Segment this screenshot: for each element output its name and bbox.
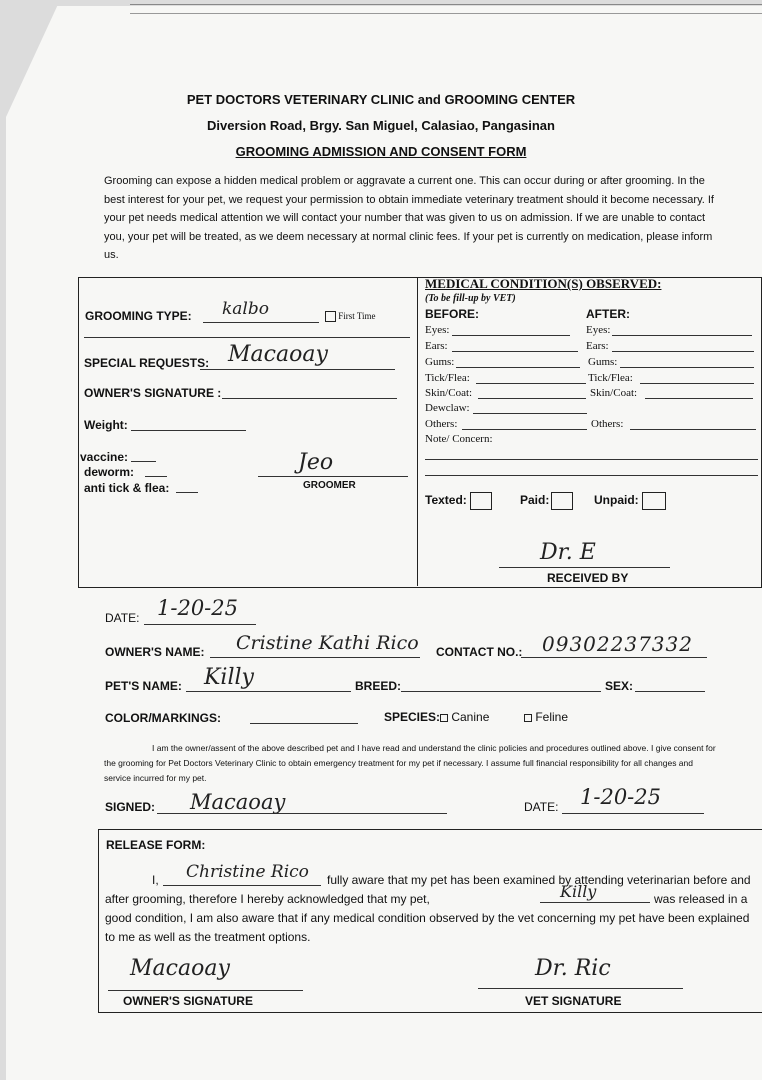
- groomer-label: GROOMER: [303, 480, 356, 491]
- unpaid-checkbox[interactable]: [642, 492, 666, 510]
- after-gums: Gums:: [588, 356, 618, 368]
- owner-name-value[interactable]: Cristine Kathi Rico: [236, 632, 419, 654]
- release-pet-value[interactable]: Killy: [560, 882, 597, 901]
- after-ears: Ears:: [586, 340, 609, 352]
- paid-field[interactable]: [520, 492, 573, 510]
- note-concern: Note/ Concern:: [425, 433, 493, 445]
- species-canine-option[interactable]: [440, 710, 489, 724]
- consent-date-value[interactable]: 1-20-25: [580, 785, 661, 809]
- first-time-label: First Time: [338, 311, 376, 321]
- release-owner-line: [108, 990, 303, 991]
- before-ears-line[interactable]: [452, 351, 578, 352]
- after-others: Others:: [591, 418, 624, 430]
- first-time-checkbox[interactable]: [325, 311, 336, 322]
- antitick-line: [176, 492, 198, 493]
- vaccine-line: [131, 461, 156, 462]
- owner-signature-line: [222, 398, 397, 399]
- date-value[interactable]: 1-20-25: [157, 596, 238, 620]
- color-markings-label: COLOR/MARKINGS:: [105, 711, 221, 725]
- after-others-line[interactable]: [630, 429, 756, 430]
- release-name-value[interactable]: Christine Rico: [186, 862, 309, 882]
- release-owner-label: OWNER'S SIGNATURE: [123, 994, 253, 1008]
- release-i: I,: [152, 873, 159, 887]
- release-vet-label: VET SIGNATURE: [525, 994, 622, 1008]
- after-skincoat-line[interactable]: [645, 398, 753, 399]
- signed-value[interactable]: Macaoay: [190, 790, 286, 814]
- clinic-name: PET DOCTORS VETERINARY CLINIC and GROOMING CENTER: [186, 92, 576, 107]
- contact-value[interactable]: 09302237332: [542, 632, 693, 656]
- canine-label: Canine: [451, 710, 490, 724]
- deworm-line: [145, 476, 167, 477]
- contact-line: [521, 657, 707, 658]
- paid-checkbox[interactable]: [551, 492, 573, 510]
- groomer-line: [258, 476, 408, 477]
- weight-line: [131, 430, 246, 431]
- texted-label: Texted:: [425, 493, 467, 508]
- breed-label: BREED:: [355, 679, 402, 693]
- after-eyes: Eyes:: [586, 324, 611, 336]
- before-tickflea-line[interactable]: [476, 383, 586, 384]
- before-gums: Gums:: [425, 356, 455, 368]
- sex-line[interactable]: [635, 691, 705, 692]
- after-eyes-line[interactable]: [612, 335, 752, 336]
- medical-subtitle: (To be fill-up by VET): [425, 293, 516, 304]
- deworm-label: deworm:: [84, 465, 135, 479]
- antitick-label: anti tick & flea:: [84, 481, 170, 495]
- date-line: [144, 624, 256, 625]
- canine-checkbox[interactable]: [440, 714, 448, 722]
- after-tickflea-line[interactable]: [640, 383, 754, 384]
- release-title: RELEASE FORM:: [106, 838, 206, 852]
- after-label: AFTER:: [586, 307, 630, 321]
- release-vet-line: [478, 988, 683, 989]
- before-ears: Ears:: [425, 340, 448, 352]
- vaccine-label: vaccine:: [80, 450, 129, 464]
- received-by-label: RECEIVED BY: [547, 571, 629, 585]
- note-line-2[interactable]: [425, 475, 758, 476]
- breed-line[interactable]: [401, 691, 601, 692]
- groomer-signature[interactable]: Jeo: [298, 450, 334, 475]
- first-time-option[interactable]: [325, 311, 376, 322]
- grooming-extra-line: [84, 337, 410, 338]
- release-paragraph-1: fully aware that my pet has been examined by attending veterinarian before and after grooming, therefore I hereby acknowledged that my pet,: [105, 873, 751, 906]
- release-paragraph-2: was released in a good condition, I am also aware that if any medical condition observed by the vet concerning my pet have been explained to me as well as the treatment options.: [105, 892, 750, 944]
- grooming-type-value[interactable]: kalbo: [222, 299, 269, 319]
- texted-checkbox[interactable]: [470, 492, 492, 510]
- medical-title: MEDICAL CONDITION(S) OBSERVED:: [425, 276, 662, 291]
- before-eyes-line[interactable]: [452, 335, 570, 336]
- species-label: SPECIES:: [384, 710, 441, 724]
- after-skincoat: Skin/Coat:: [590, 387, 638, 399]
- color-markings-line[interactable]: [250, 723, 358, 724]
- after-tickflea: Tick/Flea:: [588, 372, 633, 384]
- date-label: DATE:: [105, 611, 140, 625]
- note-line-1[interactable]: [425, 459, 758, 460]
- texted-field[interactable]: [425, 492, 492, 510]
- after-ears-line[interactable]: [612, 351, 754, 352]
- feline-checkbox[interactable]: [524, 714, 532, 722]
- species-feline-option[interactable]: [524, 710, 568, 724]
- received-by-line: [499, 567, 670, 568]
- pet-name-line: [186, 691, 351, 692]
- before-tickflea: Tick/Flea:: [425, 372, 470, 384]
- unpaid-field[interactable]: [594, 492, 666, 510]
- pet-name-label: PET'S NAME:: [105, 679, 182, 693]
- grooming-type-line: [203, 322, 319, 323]
- received-by-signature[interactable]: Dr. E: [540, 540, 596, 565]
- before-others: Others:: [425, 418, 458, 430]
- feline-label: Feline: [535, 710, 569, 724]
- before-eyes: Eyes:: [425, 324, 450, 336]
- release-owner-signature[interactable]: Macaoay: [130, 956, 230, 981]
- clinic-address: Diversion Road, Brgy. San Miguel, Calasiao, Pangasinan: [207, 118, 555, 133]
- owner-signature-label: OWNER'S SIGNATURE :: [84, 386, 222, 400]
- grooming-medical-box: [78, 277, 762, 588]
- before-gums-line[interactable]: [456, 367, 580, 368]
- paper-corner: [0, 0, 60, 130]
- before-dewclaw: Dewclaw:: [425, 402, 470, 414]
- column-divider: [417, 277, 418, 586]
- form-title: GROOMING ADMISSION AND CONSENT FORM: [235, 144, 527, 159]
- consent-paragraph: I am the owner/assent of the above described pet and I have read and understand the clinic policies and procedures outlined above. I give consent for the grooming for Pet Doctors Veterinary Clinic to obtain emergency treatment for my pet if necessary. I assume full financial responsibility for all changes and service incurred for my pet.: [104, 743, 716, 783]
- consent-date-line: [562, 813, 704, 814]
- special-requests-line: [200, 369, 395, 370]
- before-others-line[interactable]: [462, 429, 587, 430]
- intro-paragraph: Grooming can expose a hidden medical problem or aggravate a current one. This can occur during or after grooming. In the best interest for your pet, we request your permission to obtain immediate veterinary treatment should it become necessary. If your pet needs medical attention we will contact your number that was given to us on admission. If we are unable to contact you, your pet will be treated, as we deem necessary at normal clinic fees. If your pet is currently on medication, please inform us.: [104, 175, 714, 261]
- signed-label: SIGNED:: [105, 800, 156, 814]
- unpaid-label: Unpaid:: [594, 493, 639, 508]
- before-label: BEFORE:: [425, 307, 479, 321]
- paid-label: Paid:: [520, 493, 550, 508]
- owner-name-label: OWNER'S NAME:: [105, 645, 205, 659]
- sex-label: SEX:: [605, 679, 634, 693]
- contact-label: CONTACT NO.:: [436, 645, 523, 659]
- consent-date-label: DATE:: [524, 800, 559, 814]
- pet-name-value[interactable]: Killy: [204, 665, 254, 690]
- grooming-type-label: GROOMING TYPE:: [85, 309, 192, 323]
- paper-fold-edge: [130, 4, 762, 14]
- weight-label: Weight:: [84, 418, 128, 432]
- before-skincoat: Skin/Coat:: [425, 387, 473, 399]
- after-gums-line[interactable]: [620, 367, 754, 368]
- release-vet-signature[interactable]: Dr. Ric: [535, 956, 611, 981]
- before-dewclaw-line[interactable]: [473, 413, 587, 414]
- before-skincoat-line[interactable]: [478, 398, 586, 399]
- special-requests-value[interactable]: Macaoay: [228, 342, 328, 367]
- owner-name-line: [210, 657, 420, 658]
- special-requests-label: SPECIAL REQUESTS:: [84, 356, 210, 370]
